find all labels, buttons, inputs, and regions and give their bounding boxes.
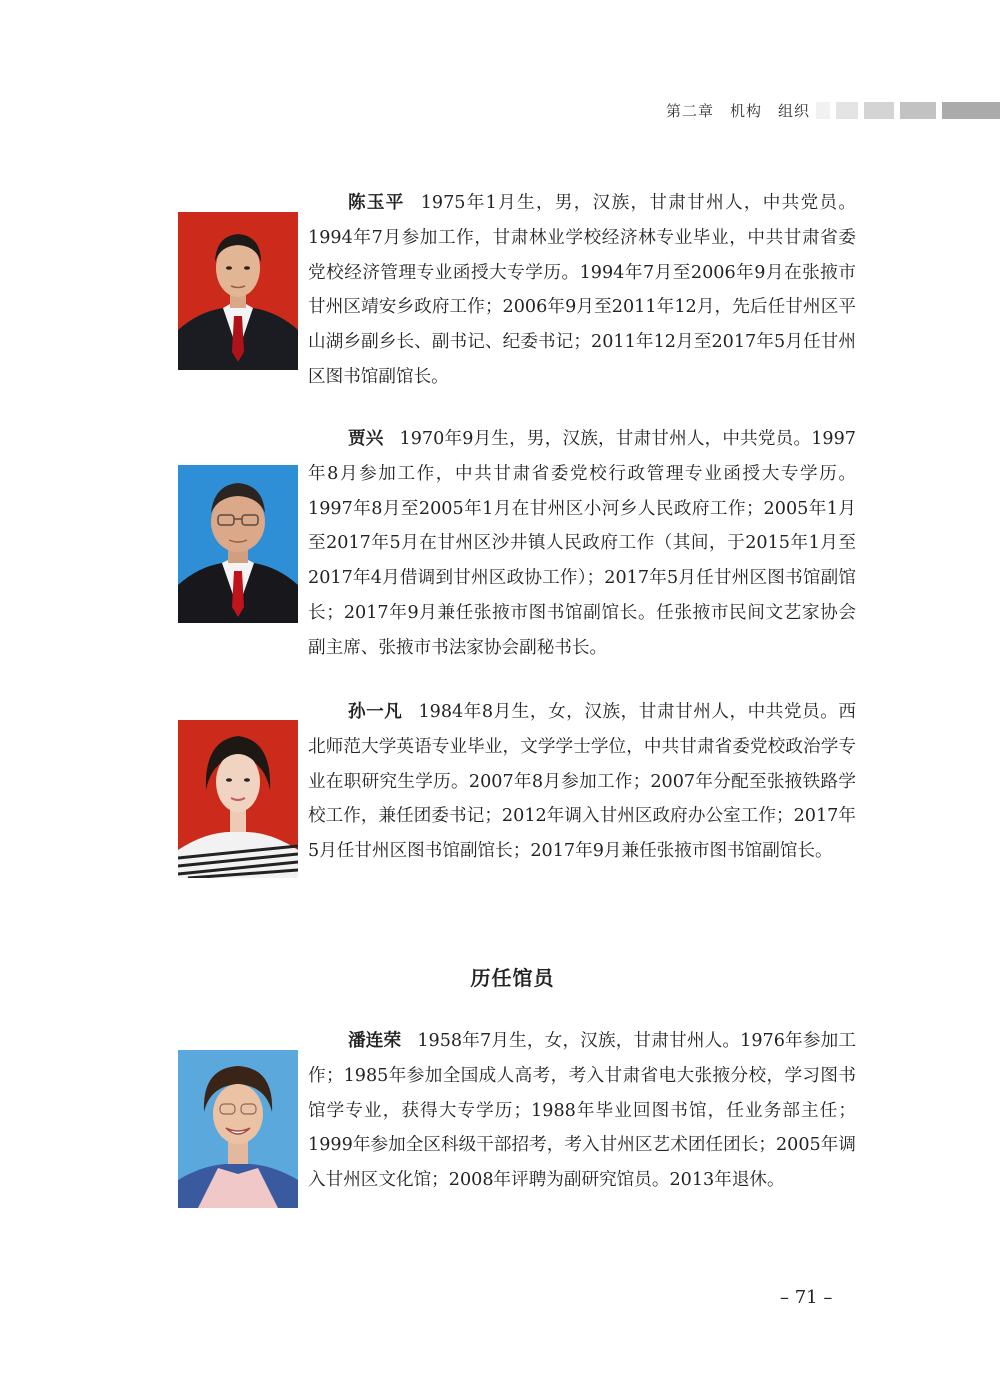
header-bar	[816, 102, 830, 119]
person-name: 陈玉平	[348, 193, 405, 213]
running-title: 第二章 机构 组织	[665, 102, 810, 120]
header-bar	[864, 102, 894, 119]
header-bar	[942, 102, 1000, 119]
page-number: – 71 –	[780, 1287, 833, 1308]
header-bar	[836, 102, 858, 119]
portrait-photo	[178, 212, 298, 370]
portrait-woman-smiling	[178, 1050, 298, 1208]
biography-text	[308, 1024, 856, 1198]
portrait-photo	[178, 720, 298, 878]
person-name: 潘连荣	[348, 1031, 402, 1051]
portrait-man-glasses	[178, 465, 298, 623]
biography-text	[308, 186, 856, 395]
biography-body: 1975年1月生，男，汉族，甘肃甘州人，中共党员。1994年7月参加工作，甘肃林业学校经济林专业毕业，中共甘肃省委党校经济管理专业函授大专学历。1994年7月至2006年9月在张掖市甘州区靖安乡政府工作；2006年9月至2011年12月，先后任甘州区平山湖乡副乡长、副书记、纪委书记；2011年12月至2017年5月任甘州区图书馆副馆长。	[308, 193, 856, 387]
section-title: 历任馆员	[470, 966, 555, 990]
running-header	[0, 98, 1000, 124]
biography-text	[308, 422, 856, 666]
portrait-woman-striped	[178, 720, 298, 878]
header-gradient-bars	[816, 102, 1000, 119]
portrait-photo	[178, 465, 298, 623]
person-name: 孙一凡	[348, 702, 403, 722]
biography-body: 1958年7月生，女，汉族，甘肃甘州人。1976年参加工作；1985年参加全国成人高考，考入甘肃省电大张掖分校，学习图书馆学专业，获得大专学历；1988年毕业回图书馆，任业务部主任；1999年参加全区科级干部招考，考入甘州区艺术团任团长；2005年调入甘州区文化馆；2008年评聘为副研究馆员。2013年退休。	[308, 1031, 856, 1191]
portrait-photo	[178, 1050, 298, 1208]
header-bar	[900, 102, 936, 119]
biography-body: 1970年9月生，男，汉族，甘肃甘州人，中共党员。1997年8月参加工作，中共甘肃省委党校行政管理专业函授大专学历。1997年8月至2005年1月在甘州区小河乡人民政府工作；2005年1月至2017年5月在甘州区沙井镇人民政府工作（其间，于2015年1月至2017年4月借调到甘州区政协工作）；2017年5月任甘州区图书馆副馆长；2017年9月兼任张掖市图书馆副馆长。任张掖市民间文艺家协会副主席、张掖市书法家协会副秘书长。	[308, 429, 856, 658]
biography-body: 1984年8月生，女，汉族，甘肃甘州人，中共党员。西北师范大学英语专业毕业，文学学士学位，中共甘肃省委党校政治学专业在职研究生学历。2007年8月参加工作；2007年分配至张掖铁路学校工作，兼任团委书记；2012年调入甘州区政府办公室工作；2017年5月任甘州区图书馆副馆长；2017年9月兼任张掖市图书馆副馆长。	[308, 702, 856, 862]
biography-text	[308, 695, 856, 869]
portrait-man-suit	[178, 212, 298, 370]
person-name: 贾兴	[348, 429, 384, 449]
